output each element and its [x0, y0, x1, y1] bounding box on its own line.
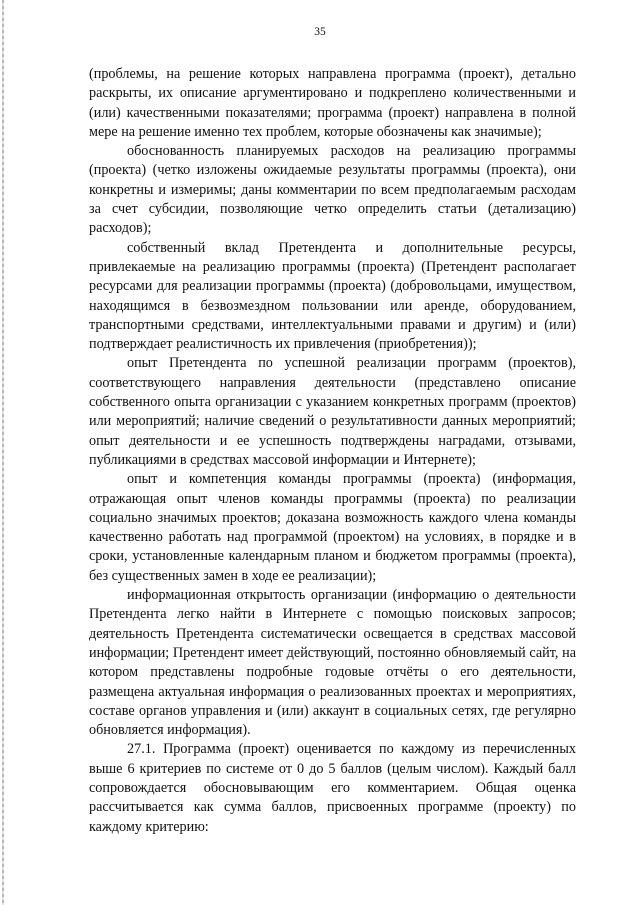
- document-body: [89, 65, 576, 837]
- paragraph-team-competence: опыт и компетенция команды программы (проекта) (информация, отражающая опыт членов команды программы (проекта) по реализации социально значимых проектов; доказана возможность каждого члена команды качественно работать над программой (проектом) на условиях, в порядке и в сроки, установленные календарным планом и бюджетом программы (проекта), без существенных замен в ходе ее реализации);: [89, 471, 576, 584]
- paragraph-applicant-experience: опыт Претендента по успешной реализации программ (проектов), соответствующего направления деятельности (представлено описание собственного опыта организации с указанием конкретных программ (проектов) или мероприятий; наличие сведений о результативности данных мероприятий; опыт деятельности и ее успешность подтверждены наградами, отзывами, публикациями в средствах массовой информации и Интернете);: [89, 355, 576, 468]
- page-number: 35: [314, 26, 326, 38]
- paragraph-problems-continuation: (проблемы, на решение которых направлена программа (проект), детально раскрыты, их описание аргументировано и подкреплено количественными и (или) качественными показателями; программа (проект) направлена в полной мере на решение именно тех проблем, которые обозначены как значимые);: [89, 66, 576, 140]
- paragraph-scoring-rule: 27.1. Программа (проект) оценивается по каждому из перечисленных выше 6 критериев по системе от 0 до 5 баллов (целым числом). Каждый балл сопровождается обосновывающим его комментарием. Общая оценка рассчитывается как сумма баллов, присвоенных программе (проекту) по каждому критерию:: [89, 741, 576, 835]
- paragraph-expense-justification: обоснованность планируемых расходов на реализацию программы (проекта) (четко изложены ожидаемые результаты программы (проекта), они конкретны и измеримы; даны комментарии по всем предполагаемым расходам за счет субсидии, позволяющие четко определить статьи (детализацию) расходов);: [89, 143, 576, 237]
- paragraph-own-contribution: собственный вклад Претендента и дополнительные ресурсы, привлекаемые на реализацию программы (проекта) (Претендент располагает ресурсами для реализации программы (проекта) (добровольцами, имуществом, находящимся в безвозмездном пользовании или аренде, оборудованием, транспортными средствами, интеллектуальными правами и другим) и (или) подтверждает реалистичность их привлечения (приобретения));: [89, 239, 576, 353]
- scan-edge-artifact: [2, 0, 4, 905]
- paragraph-information-openness: информационная открытость организации (информацию о деятельности Претендента легко найти в Интернете с помощью поисковых запросов; деятельность Претендента систематически освещается в средствах массовой информации; Претендент имеет действующий, постоянно обновляемый сайт, на котором представлены подробные годовые отчёты о его деятельности, размещена актуальная информация о реализованных проектах и мероприятиях, составе органов управления и (или) аккаунт в социальных сетях, где регулярно обновляется информация).: [89, 587, 576, 739]
